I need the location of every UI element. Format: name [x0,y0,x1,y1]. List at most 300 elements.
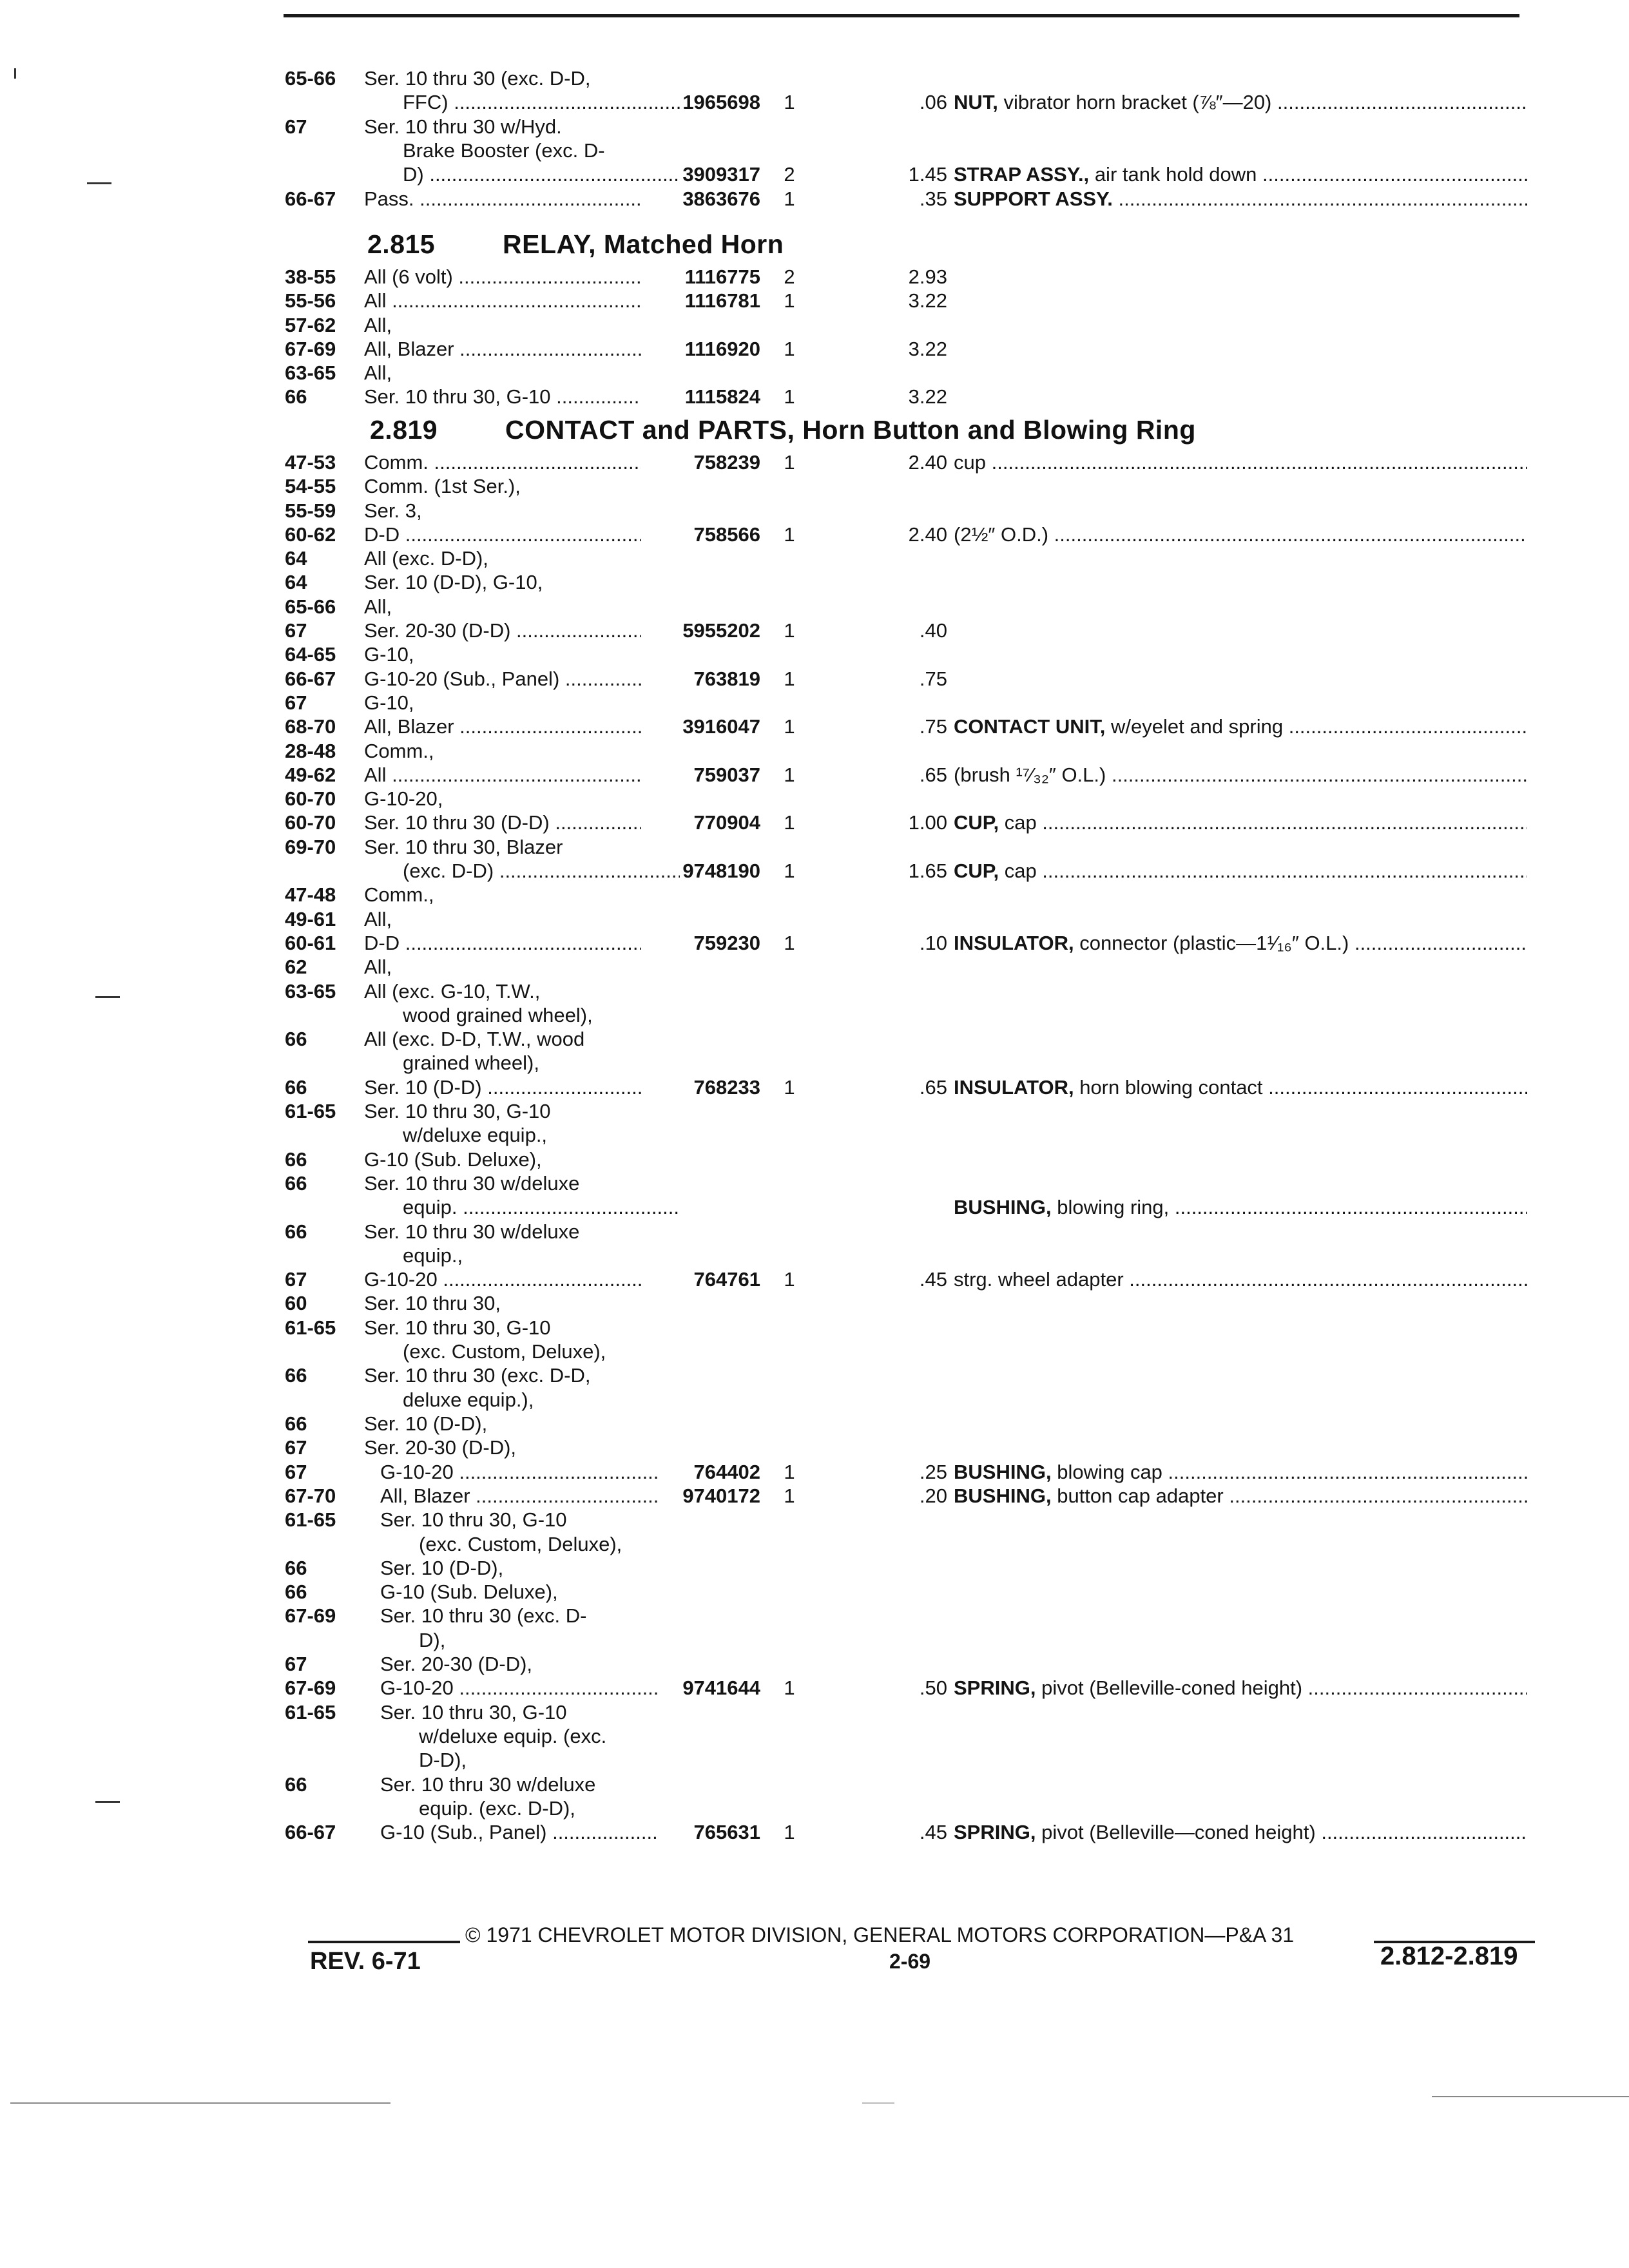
quantity: 1 [784,1821,795,1843]
model-years: 67 [285,619,307,642]
part-name: BUSHING, [954,1196,1052,1218]
application: All, [364,361,392,384]
application: G-10 (Sub. Deluxe), [380,1581,558,1603]
model-years: 66 [285,1148,307,1171]
catalog-row [0,1148,1629,1171]
part-description [954,91,1527,114]
part-detail: blowing cap [1057,1461,1162,1483]
model-years: 47-53 [285,451,336,474]
part-description [954,1821,1527,1844]
model-years: 69-70 [285,836,336,858]
catalog-row [0,836,1629,859]
application: Ser. 20-30 (D-D), [380,1653,533,1675]
quantity: 1 [784,811,795,834]
part-description [954,1076,1527,1099]
catalog-row [0,91,1629,114]
quantity: 1 [784,91,795,113]
application: All, [364,956,392,978]
catalog-row [0,1581,1629,1604]
model-years: 57-62 [285,314,336,336]
catalog-row [0,595,1629,619]
part-description [954,187,1527,211]
application: Ser. 3, [364,499,422,522]
model-years: 65-66 [285,67,336,90]
part-description [954,932,1527,955]
part-number: 764761 [693,1268,760,1291]
application: D), [419,1629,446,1651]
copyright-line: © 1971 CHEVROLET MOTOR DIVISION, GENERAL MOTORS CORPORATION—P&A 31 [465,1923,1295,1946]
part-detail: cup [954,451,986,474]
part-detail: pivot (Belleville-coned height) [1041,1677,1303,1699]
part-description [954,1196,1527,1219]
model-years: 68-70 [285,715,336,738]
model-years: 66 [285,1581,307,1603]
part-number: 765631 [693,1821,760,1843]
quantity: 1 [784,715,795,738]
application: D-D ..... [364,523,641,546]
part-description [954,1677,1527,1700]
model-years: 47-48 [285,883,336,906]
catalog-row [0,1749,1629,1772]
catalog-row [0,668,1629,691]
model-years: 66 [285,1076,307,1099]
model-years: 67 [285,1436,307,1459]
part-detail: (brush ¹⁷⁄₃₂″ O.L.) [954,764,1106,786]
model-years: 65-66 [285,595,336,618]
part-detail: w/eyelet and spring [1110,715,1284,738]
catalog-row [0,1533,1629,1556]
catalog-row [0,1124,1629,1147]
model-years: 63-65 [285,980,336,1003]
model-years: 66-67 [285,668,336,690]
part-description [954,163,1527,186]
model-years: 66-67 [285,1821,336,1843]
catalog-row [0,361,1629,385]
catalog-row [0,1389,1629,1412]
list-price: .35 [919,187,947,210]
part-number: 763819 [693,668,760,690]
application: All ..... [364,289,641,312]
part-name: CUP, [954,811,999,834]
part-name: SPRING, [954,1677,1036,1699]
catalog-row [0,1364,1629,1387]
part-number: 770904 [693,811,760,834]
catalog-row [0,1797,1629,1820]
list-price: .20 [919,1485,947,1507]
bottom-rule-right [1432,2096,1629,2097]
application: Brake Booster (exc. D- [403,139,605,162]
quantity: 1 [784,523,795,546]
part-name: CUP, [954,860,999,882]
part-description [954,860,1527,883]
quantity: 1 [784,289,795,312]
quantity: 1 [784,338,795,360]
model-years: 60-70 [285,811,336,834]
catalog-row [0,1028,1629,1051]
application: Ser. 10 thru 30, [364,1292,501,1314]
model-years: 66 [285,1364,307,1387]
application: w/deluxe equip. (exc. [419,1725,607,1747]
catalog-row [0,764,1629,787]
section-title: CONTACT and PARTS, Horn Button and Blowing Ring [505,415,1196,445]
model-years: 67 [285,1268,307,1291]
part-description [954,715,1527,738]
application: Ser. 10 (D-D) ..... [364,1076,641,1099]
application: w/deluxe equip., [403,1124,548,1146]
application: All (exc. D-D, T.W., wood [364,1028,585,1050]
part-name: STRAP ASSY., [954,163,1090,186]
application: wood grained wheel), [403,1004,593,1026]
list-price: 3.22 [908,289,947,312]
list-price: 3.22 [908,338,947,360]
application: (exc. Custom, Deluxe), [403,1340,606,1363]
application: (exc. Custom, Deluxe), [419,1533,622,1555]
list-price: 3.22 [908,385,947,408]
part-name: SPRING, [954,1821,1036,1843]
application: FFC) ..... [364,91,680,114]
model-years: 67 [285,691,307,714]
part-detail: vibrator horn bracket (⅞″—20) [1003,91,1272,113]
model-years: 66 [285,1773,307,1796]
part-number: 758566 [693,523,760,546]
part-description [954,523,1527,546]
application: equip., [403,1244,463,1267]
application: All ..... [364,764,641,787]
model-years: 49-62 [285,764,336,786]
model-years: 66-67 [285,187,336,210]
list-price: 2.40 [908,451,947,474]
quantity: 2 [784,265,795,288]
application: D-D ..... [364,932,641,955]
part-detail: horn blowing contact [1079,1076,1263,1099]
model-years: 67 [285,115,307,138]
part-description [954,451,1527,474]
part-number: 1115824 [684,385,760,408]
application: Ser. 10 (D-D), [380,1557,504,1579]
application: Ser. 10 thru 30, G-10 [364,1316,551,1339]
application: grained wheel), [403,1052,539,1074]
part-number: 1965698 [682,91,760,113]
quantity: 1 [784,764,795,786]
bottom-rule-left [10,2102,390,2104]
list-price: .10 [919,932,947,954]
quantity: 1 [784,1485,795,1507]
model-years: 61-65 [285,1316,336,1339]
quantity: 2 [784,163,795,186]
part-number: 3863676 [682,187,760,210]
model-years: 60 [285,1292,307,1314]
application: G-10-20, [364,787,443,810]
application: deluxe equip.), [403,1389,534,1411]
part-number: 9748190 [682,860,760,882]
catalog-row [0,1052,1629,1075]
quantity: 1 [784,619,795,642]
catalog-row [0,115,1629,139]
quantity: 1 [784,932,795,954]
section-number: 2.815 [367,229,436,259]
part-number: 3916047 [682,715,760,738]
section-number: 2.819 [370,415,438,445]
model-years: 63-65 [285,361,336,384]
list-price: .65 [919,764,947,786]
model-years: 67 [285,1461,307,1483]
section-heading-2-815 [367,229,784,260]
part-number: 9741644 [682,1677,760,1699]
application: D-D), [419,1749,467,1771]
model-years: 66 [285,1172,307,1195]
part-name: BUSHING, [954,1461,1052,1483]
catalog-row [0,1316,1629,1340]
catalog-row [0,956,1629,979]
quantity: 1 [784,187,795,210]
part-number: 764402 [693,1461,760,1483]
catalog-row [0,740,1629,763]
application: Ser. 20-30 (D-D), [364,1436,517,1459]
catalog-row [0,1076,1629,1099]
application: Comm. ..... [364,451,641,474]
part-detail: blowing ring, [1057,1196,1170,1218]
part-detail: cap [1004,811,1037,834]
catalog-row [0,883,1629,907]
catalog-row [0,811,1629,834]
application: D) ..... [364,163,680,186]
part-description [954,1268,1527,1291]
model-years: 64 [285,571,307,593]
application: G-10-20 ..... [380,1461,657,1484]
application: Comm. (1st Ser.), [364,475,521,497]
application: All, [364,314,392,336]
part-detail: cap [1004,860,1037,882]
quantity: 1 [784,1677,795,1699]
part-number: 1116920 [684,338,760,360]
page-number: 2-69 [889,1950,931,1973]
part-name: INSULATOR, [954,932,1074,954]
catalog-row [0,1004,1629,1027]
catalog-row [0,187,1629,211]
bottom-rule-mid [862,2102,894,2104]
catalog-row [0,139,1629,162]
list-price: .50 [919,1677,947,1699]
part-detail: air tank hold down [1094,163,1257,186]
part-number: 1116775 [684,265,760,288]
list-price: .65 [919,1076,947,1099]
model-years: 61-65 [285,1100,336,1122]
part-name: INSULATOR, [954,1076,1074,1099]
application: G-10, [364,643,414,666]
part-number: 768233 [693,1076,760,1099]
application: Ser. 10 thru 30, Blazer [364,836,563,858]
application: G-10-20 (Sub., Panel) ..... [364,668,641,691]
catalog-row [0,1220,1629,1244]
catalog-row [0,1340,1629,1363]
model-years: 67-69 [285,1677,336,1699]
revision-label: REV. 6-71 [310,1948,421,1975]
catalog-row [0,547,1629,570]
catalog-row [0,691,1629,715]
part-number: 9740172 [682,1485,760,1507]
list-price: .45 [919,1268,947,1291]
catalog-row [0,1821,1629,1844]
model-years: 66 [285,1220,307,1243]
section-range: 2.812-2.819 [1380,1942,1518,1970]
part-detail: pivot (Belleville—coned height) [1041,1821,1316,1843]
list-price: 1.00 [908,811,947,834]
catalog-row [0,289,1629,312]
catalog-row [0,1701,1629,1724]
application: Ser. 10 thru 30, G-10 ..... [364,385,641,408]
model-years: 55-56 [285,289,336,312]
catalog-row [0,523,1629,546]
catalog-row [0,643,1629,666]
application: (exc. D-D) ..... [364,860,680,883]
application: Ser. 10 thru 30 (exc. D-D, [364,67,591,90]
part-number: 758239 [693,451,760,474]
part-name: CONTACT UNIT, [954,715,1106,738]
application: Comm., [364,883,434,906]
model-years: 66 [285,1028,307,1050]
list-price: .40 [919,619,947,642]
application: Ser. 10 (D-D), G-10, [364,571,543,593]
catalog-row [0,475,1629,498]
catalog-row [0,715,1629,738]
catalog-row [0,1725,1629,1748]
catalog-row [0,265,1629,289]
catalog-row [0,1677,1629,1700]
part-number: 759230 [693,932,760,954]
list-price: .75 [919,715,947,738]
catalog-row [0,1268,1629,1291]
application: All, Blazer ..... [380,1485,657,1508]
catalog-row [0,1172,1629,1195]
application: Comm., [364,740,434,762]
quantity: 1 [784,668,795,690]
catalog-row [0,1653,1629,1676]
application: Ser. 10 thru 30, G-10 [380,1701,567,1724]
catalog-row [0,338,1629,361]
application: Ser. 10 thru 30, G-10 [364,1100,551,1122]
model-years: 54-55 [285,475,336,497]
catalog-row [0,908,1629,931]
catalog-row [0,1292,1629,1315]
part-number: 5955202 [682,619,760,642]
catalog-row [0,787,1629,811]
application: All (6 volt) ..... [364,265,641,289]
list-price: 1.45 [908,163,947,186]
application: Ser. 10 (D-D), [364,1412,488,1435]
catalog-row [0,1604,1629,1628]
model-years: 38-55 [285,265,336,288]
application: All, [364,595,392,618]
top-rule [284,14,1519,17]
catalog-row [0,314,1629,337]
catalog-row [0,1629,1629,1652]
list-price: .45 [919,1821,947,1843]
model-years: 67-69 [285,1604,336,1627]
application: G-10-20 ..... [380,1677,657,1700]
catalog-row [0,860,1629,883]
model-years: 67-70 [285,1485,336,1507]
list-price: 1.65 [908,860,947,882]
catalog-row [0,1100,1629,1123]
footer-rule-left [308,1941,460,1943]
list-price: .25 [919,1461,947,1483]
catalog-row [0,385,1629,408]
part-description [954,764,1527,787]
application: Ser. 10 thru 30 w/deluxe [364,1172,580,1195]
application: G-10, [364,691,414,714]
application: All (exc. G-10, T.W., [364,980,541,1003]
quantity: 1 [784,1076,795,1099]
model-years: 28-48 [285,740,336,762]
part-number: 3909317 [682,163,760,186]
catalog-row [0,1196,1629,1219]
catalog-row [0,1436,1629,1459]
catalog-row [0,67,1629,90]
catalog-row [0,1508,1629,1532]
application: G-10-20 ..... [364,1268,641,1291]
application: equip. (exc. D-D), [419,1797,575,1820]
model-years: 49-61 [285,908,336,930]
catalog-row [0,619,1629,642]
application: Ser. 10 thru 30, G-10 [380,1508,567,1531]
application: equip. ..... [364,1196,680,1219]
application: All (exc. D-D), [364,547,488,570]
application: Ser. 10 thru 30 w/Hyd. [364,115,562,138]
model-years: 66 [285,385,307,408]
catalog-row [0,1461,1629,1484]
application: Ser. 10 thru 30 (D-D) ..... [364,811,641,834]
application: All, Blazer ..... [364,715,641,738]
catalog-row [0,1773,1629,1796]
part-description [954,1485,1527,1508]
catalog-row [0,980,1629,1003]
part-name: NUT, [954,91,998,113]
application: All, [364,908,392,930]
application: Ser. 20-30 (D-D) ..... [364,619,641,642]
application: G-10 (Sub., Panel) ..... [380,1821,657,1844]
model-years: 66 [285,1557,307,1579]
part-number: 759037 [693,764,760,786]
application: Ser. 10 thru 30 (exc. D- [380,1604,587,1627]
part-name: BUSHING, [954,1485,1052,1507]
catalog-row [0,451,1629,474]
catalog-row [0,163,1629,186]
list-price: 2.93 [908,265,947,288]
model-years: 61-65 [285,1701,336,1724]
model-years: 55-59 [285,499,336,522]
part-description [954,811,1527,834]
model-years: 60-70 [285,787,336,810]
application: G-10 (Sub. Deluxe), [364,1148,542,1171]
part-detail: strg. wheel adapter [954,1268,1124,1291]
quantity: 1 [784,385,795,408]
catalog-row [0,1485,1629,1508]
section-title: RELAY, Matched Horn [503,229,784,259]
quantity: 1 [784,451,795,474]
part-detail: button cap adapter [1057,1485,1224,1507]
model-years: 60-62 [285,523,336,546]
list-price: 2.40 [908,523,947,546]
section-heading-2-819 [370,415,1196,445]
model-years: 67-69 [285,338,336,360]
catalog-row [0,571,1629,594]
catalog-row [0,1557,1629,1580]
quantity: 1 [784,1461,795,1483]
model-years: 64 [285,547,307,570]
application: All, Blazer ..... [364,338,641,361]
model-years: 67 [285,1653,307,1675]
part-detail: connector (plastic—1¹⁄₁₆″ O.L.) [1079,932,1349,954]
